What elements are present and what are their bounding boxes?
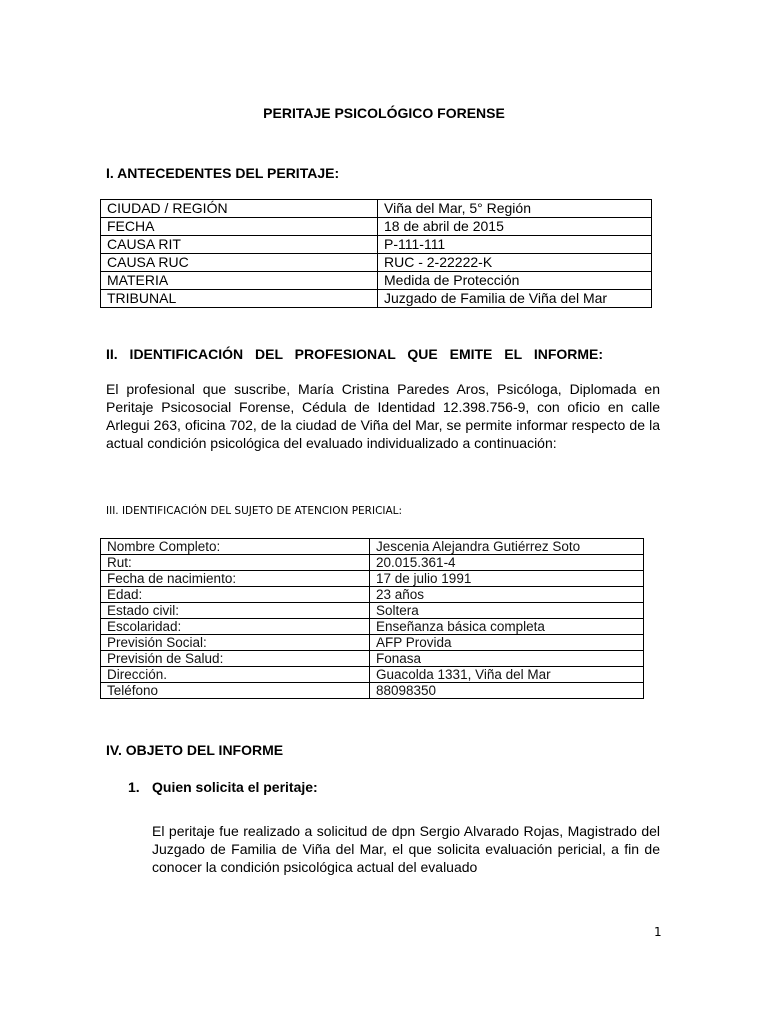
table-row [101, 667, 644, 683]
table-cell: 88098350 [370, 683, 644, 699]
item1-heading: Quien solicita el peritaje: [152, 779, 318, 795]
table-row [101, 619, 644, 635]
table-cell: Teléfono [101, 683, 370, 699]
table-cell: Rut: [101, 555, 370, 571]
table-cell: Juzgado de Familia de Viña del Mar [378, 290, 652, 308]
table-row [101, 683, 644, 699]
table-cell: Previsión de Salud: [101, 651, 370, 667]
table-cell: Jescenia Alejandra Gutiérrez Soto [370, 539, 644, 555]
table-cell: MATERIA [101, 272, 378, 290]
table-row [101, 254, 652, 272]
table-cell: Estado civil: [101, 603, 370, 619]
table-row [101, 539, 644, 555]
table-cell: Edad: [101, 587, 370, 603]
table-row [101, 635, 644, 651]
table-cell: 20.015.361-4 [370, 555, 644, 571]
table-row [101, 200, 652, 218]
section3-heading: III. IDENTIFICACIÓN DEL SUJETO DE ATENCION PERICIAL: [106, 505, 403, 517]
table-cell: Guacolda 1331, Viña del Mar [370, 667, 644, 683]
table-cell: Medida de Protección [378, 272, 652, 290]
document-title: PERITAJE PSICOLÓGICO FORENSE [263, 105, 505, 121]
table-cell: 23 años [370, 587, 644, 603]
table-cell: CIUDAD / REGIÓN [101, 200, 378, 218]
table-cell: P-111-111 [378, 236, 652, 254]
table-cell: TRIBUNAL [101, 290, 378, 308]
table-row [101, 603, 644, 619]
table-cell: RUC - 2-22222-K [378, 254, 652, 272]
section2-heading: II. IDENTIFICACIÓN DEL PROFESIONAL QUE EMITE EL INFORME: [106, 346, 604, 362]
table-cell: Dirección. [101, 667, 370, 683]
table-row [101, 651, 644, 667]
antecedentes-table [100, 199, 652, 308]
section4-heading: IV. OBJETO DEL INFORME [106, 742, 284, 758]
table-cell: 18 de abril de 2015 [378, 218, 652, 236]
page-number: 1 [654, 925, 662, 939]
table-cell: Escolaridad: [101, 619, 370, 635]
table-row [101, 587, 644, 603]
table-cell: Enseñanza básica completa [370, 619, 644, 635]
table-cell: FECHA [101, 218, 378, 236]
section1-heading: I. ANTECEDENTES DEL PERITAJE: [106, 165, 340, 181]
table-cell: CAUSA RUC [101, 254, 378, 272]
item1-paragraph: El peritaje fue realizado a solicitud de dpn Sergio Alvarado Rojas, Magistrado del Juzgado de Familia de Viña del Mar, el que solicita evaluación pericial, a fin de conocer la condición psicológica actual del evaluado [152, 823, 660, 875]
sujeto-table [100, 538, 644, 699]
table-cell: Fonasa [370, 651, 644, 667]
table-row [101, 236, 652, 254]
table-row [101, 571, 644, 587]
table-cell: Fecha de nacimiento: [101, 571, 370, 587]
table-cell: Previsión Social: [101, 635, 370, 651]
table-cell: Nombre Completo: [101, 539, 370, 555]
table-cell: CAUSA RIT [101, 236, 378, 254]
table-row [101, 272, 652, 290]
section2-paragraph: El profesional que suscribe, María Cristina Paredes Aros, Psicóloga, Diplomada en Peritaje Psicosocial Forense, Cédula de Identidad 12.398.756-9, con oficio en calle Arlegui 263, oficina 702, de la ciudad de Viña del Mar, se permite informar respecto de la actual condición psicológica del evaluado individualizado a continuación: [106, 381, 660, 451]
table-cell: Viña del Mar, 5° Región [378, 200, 652, 218]
table-row [101, 218, 652, 236]
table-cell: Soltera [370, 603, 644, 619]
table-cell: AFP Provida [370, 635, 644, 651]
table-row [101, 290, 652, 308]
table-cell: 17 de julio 1991 [370, 571, 644, 587]
item1-number: 1. [128, 779, 140, 795]
table-row [101, 555, 644, 571]
